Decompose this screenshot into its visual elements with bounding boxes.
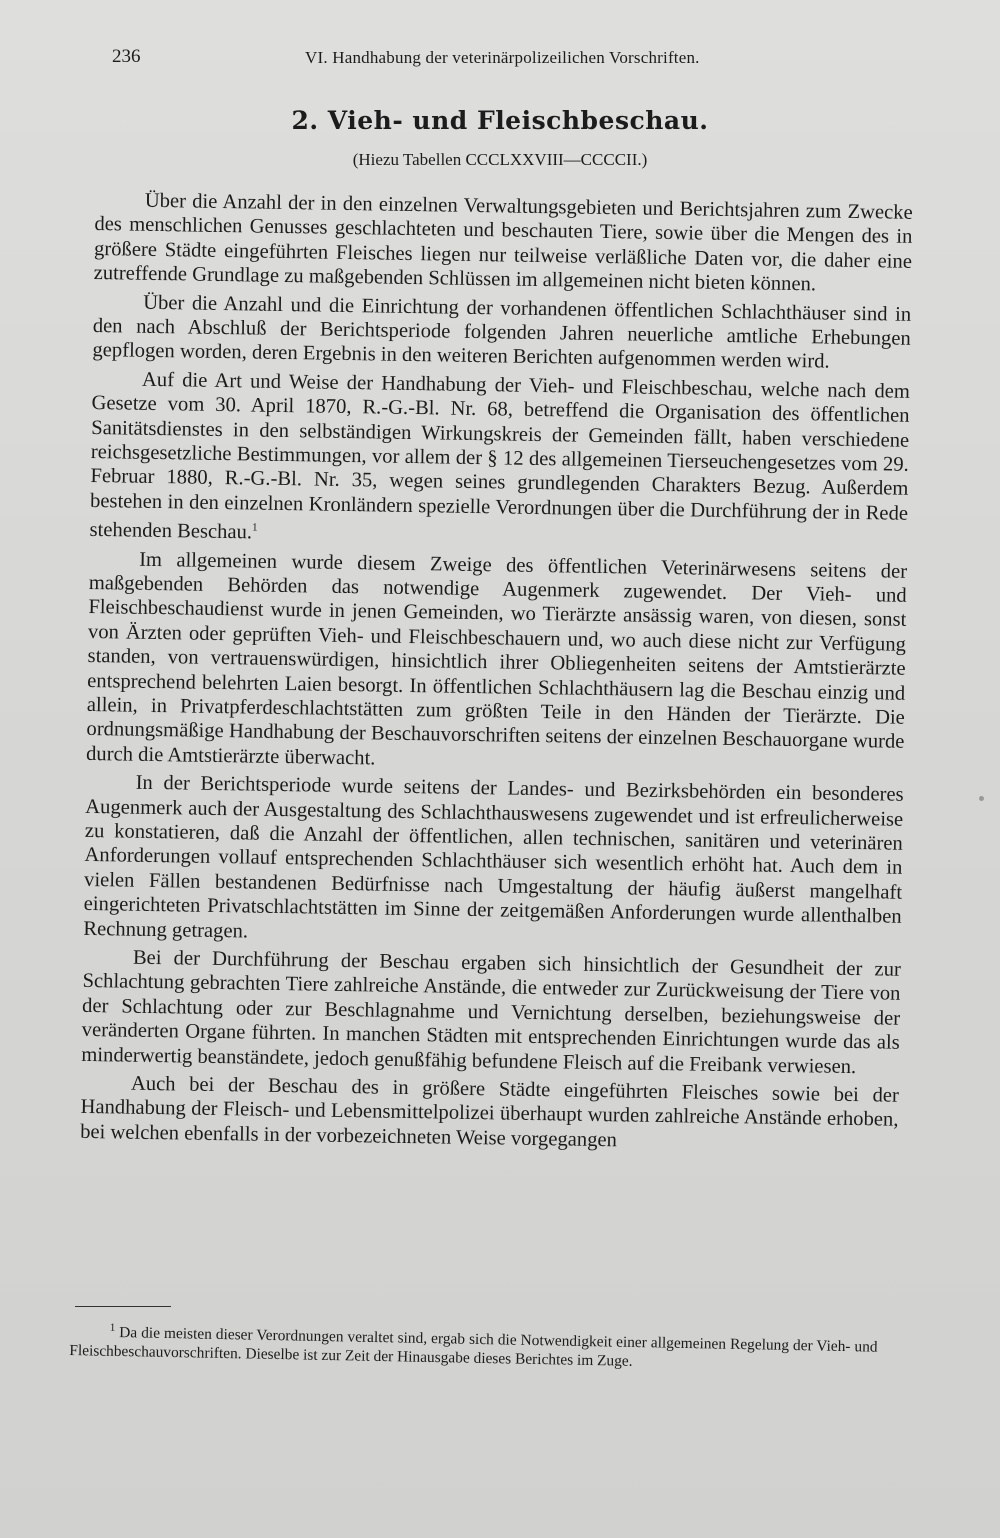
footnotes (69, 1318, 878, 1376)
paragraph-3 (89, 367, 910, 556)
page-number: 236 (112, 46, 141, 67)
footnote-text: Da die meisten dieser Verordnungen veraltet sind, ergab sich die Notwendigkeit einer allgemeinen Regelung der Vieh- und Fleischbeschauvorschriften. Dieselbe ist zur Zeit der Hinausgabe dieses Berichtes im Zuge. (69, 1324, 878, 1370)
paragraph-4: Im allgemeinen wurde diesem Zweige des öffentlichen Veterinärwesens seitens der maßgebenden Behörden das notwendige Augenmerk zugewendet. Der Vieh- und Fleischbeschaudienst wurde in jenen Gemeinden, wo Tierärzte ansässig waren, von diesen, sonst von Ärzten oder geprüften Vieh- und Fleischbeschauern und, wo auch diese nicht zur Verfügung standen, von vertrauenswürdigen, hinsichtlich ihrer Obliegenheiten seitens der Amtstierärzte entsprechend belehrten Laien besorgt. In öffentlichen Schlachthäusern lag die Beschau einzig und allein, in Privatpferdeschlachtstätten zum größten Teile in den Händen der Tierärzte. Die ordnungsmäßige Handhabung der Beschauvorschriften seitens der einzelnen Beschauorgane wurde durch die Amtstierärzte überwacht. (85, 548, 908, 770)
footnote-reference: 1 (252, 521, 258, 534)
section-subtitle: (Hiezu Tabellen CCCLXXVIII—CCCCII.) (352, 150, 648, 169)
paragraph-2: Über die Anzahl und die Einrichtung der vorhandenen öffentlichen Schlachthäuser sind in den nach Abschluß der Berichtsperiode folgenden Jahren neuerliche amtliche Erhebungen gepflogen worden, deren Ergebnis in den weiteren Berichten aufgenommen werden wird. (92, 291, 912, 373)
paragraph-1: Über die Anzahl der in den einzelnen Verwaltungsgebieten und Berichtsjahren zum Zwecke des menschlichen Genusses geschlachteten und beschauten Tiere, sowie über die Mengen des in größere Städte eingeführten Fleisches liegen nur teilweise verläßliche Daten vor, die daher eine zutreffende Grundlage zu maßgebenden Schlüssen im allgemeinen nicht bieten können. (93, 189, 913, 296)
running-head: VI. Handhabung der veterinärpolizeilichen Vorschriften. (305, 48, 700, 67)
paragraph-3-text: Auf die Art und Weise der Handhabung der Vieh- und Fleischbeschau, welche nach dem Gesetze vom 30. April 1870, R.-G.-Bl. Nr. 68, betreffend die Organisation des öffentlichen Sanitätsdienstes in den selbständigen Wirkungskreis der Gemeinden fällt, haben verschiedene reichsgesetzliche Bestimmungen, vor allem der § 12 des allgemeinen Tierseuchengesetzes vom 29. Februar 1880, R.-G.-Bl. Nr. 35, wegen seines grundlegenden Charakters Bezug. Außerdem bestehen in den einzelnen Kronländern spezielle Verordnungen über die Durchführung der in Rede stehenden Beschau. (89, 368, 911, 544)
section-title: 2. Vieh- und Fleischbeschau. (291, 106, 709, 135)
footnote-1 (69, 1318, 878, 1376)
body-text (80, 188, 913, 1161)
footnote-rule (75, 1306, 171, 1307)
paragraph-5: In der Berichtsperiode wurde seitens der Landes- und Bezirksbehörden ein besonderes Augenmerk auch der Ausgestaltung des Schlachthauswesens zugewendet und ist erfreulicherweise zu konstatieren, daß die Anzahl der öffentlichen, allen technischen, sanitären und veterinären Anforderungen vollauf entsprechenden Schlachthäuser sich wesentlich erhöht hat. Auch dem in vielen Fällen bestandenen Bedürfnisse nach Umgestaltung der häufig äußerst mangelhaft eingerichteten Privatschlachtstätten im Sinne der zeitgemäßen Anforderungen wurde allenthalben Rechnung getragen. (83, 771, 904, 943)
paper-speck (979, 796, 984, 801)
footnote-mark: 1 (109, 1321, 116, 1334)
paragraph-7: Auch bei der Beschau des in größere Städte eingeführten Fleisches sowie bei der Handhabung der Fleisch- und Lebensmittelpolizei überhaupt wurden zahlreiche Anstände erhoben, bei welchen ebenfalls in der vorbezeichneten Weise vorgegangen (80, 1072, 900, 1152)
paragraph-6: Bei der Durchführung der Beschau ergaben sich hinsichtlich der Gesundheit der zur Schlachtung gebrachten Tiere zahlreiche Anstände, die entweder zur Zurückweisung der Tiere von der Schlachtung oder zur Beschlagnahme und Vernichtung derselben, beziehungsweise der veränderten Organe führten. In manchen Städten mit entsprechenden Einrichtungen wurde das als minderwertig beanständete, jedoch genußfähig befundene Fleisch auf die Freibank verwiesen. (81, 946, 901, 1078)
page-header (112, 44, 880, 74)
